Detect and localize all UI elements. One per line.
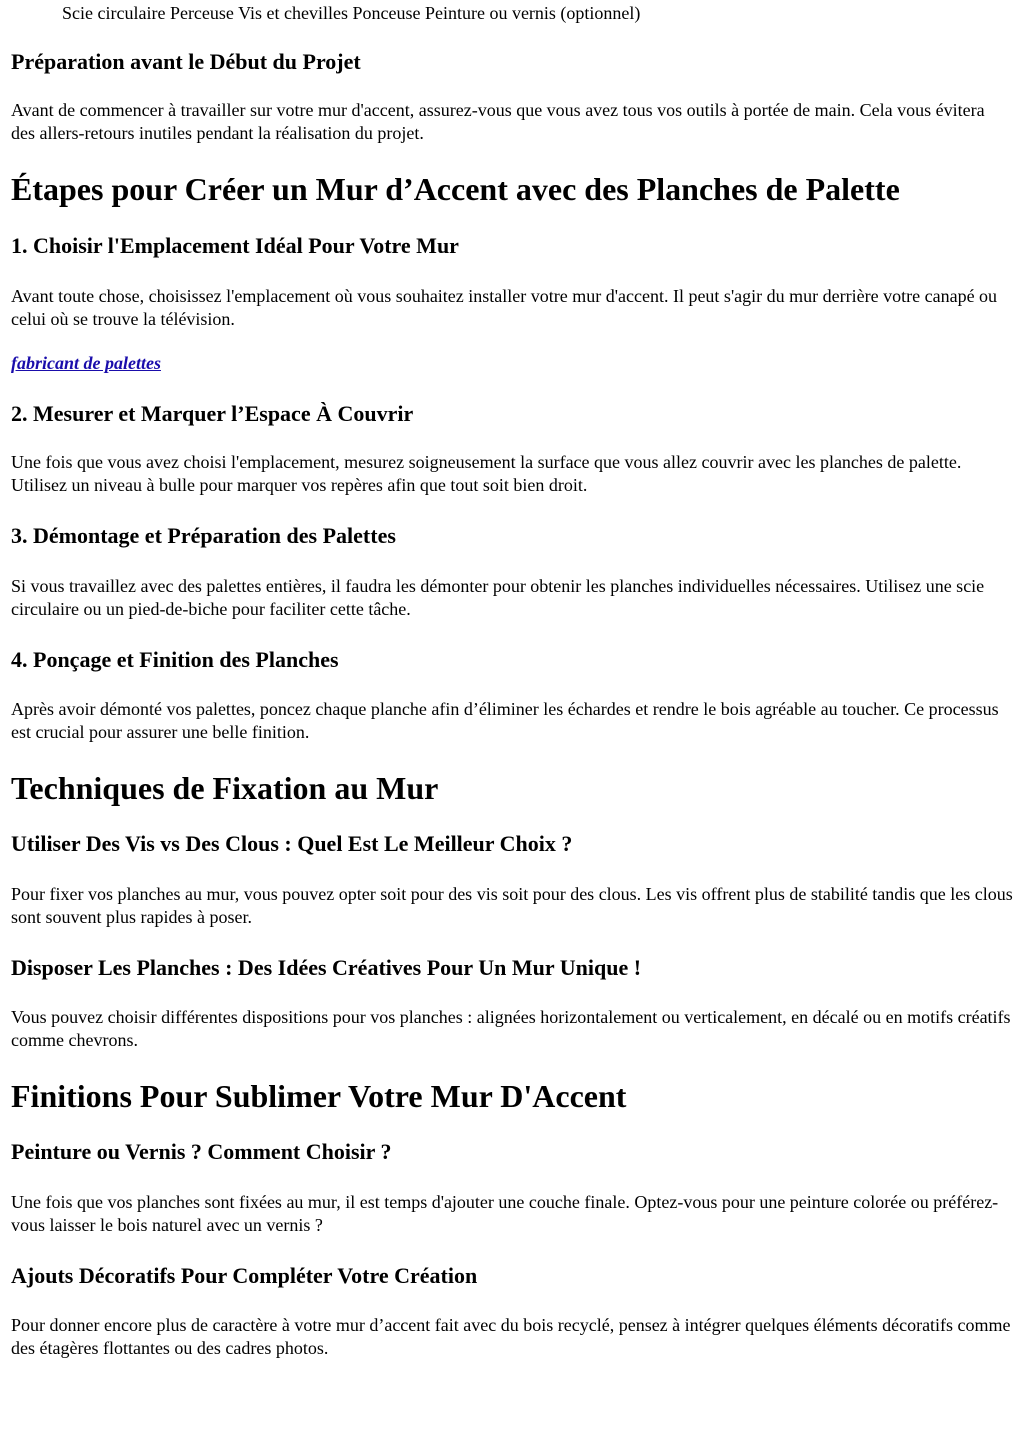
section-heading-preparation: Préparation avant le Début du Projet [11,49,361,74]
finitions-heading-2: Ajouts Décoratifs Pour Compléter Votre Création [11,1263,478,1288]
paragraph-preparation: Avant de commencer à travailler sur votre mur d'accent, assurez-vous que vous avez tous vos outils à portée de main. Cela vous évitera des allers-retours inutiles pendant la réalisation du projet. [11,100,985,143]
fixation-paragraph-2: Vous pouvez choisir différentes dispositions pour vos planches : alignées horizontalement ou verticalement, en décalé ou en motifs créatifs comme chevrons. [11,1007,1011,1050]
fixation-heading-2: Disposer Les Planches : Des Idées Créatives Pour Un Mur Unique ! [11,955,642,980]
tools-list: Scie circulaire Perceuse Vis et chevilles Ponceuse Peinture ou vernis (optionnel) [62,3,641,23]
fixation-heading-1: Utiliser Des Vis vs Des Clous : Quel Est Le Meilleur Choix ? [11,831,573,856]
step-heading-1: 1. Choisir l'Emplacement Idéal Pour Votre Mur [11,233,459,258]
step-paragraph-1: Avant toute chose, choisissez l'emplacement où vous souhaitez installer votre mur d'accent. Il peut s'agir du mur derrière votre canapé ou celui où se trouve la télévision. [11,286,998,329]
fixation-paragraph-1: Pour fixer vos planches au mur, vous pouvez opter soit pour des vis soit pour des clous. Les vis offrent plus de stabilité tandis que les clous sont souvent plus rapides à poser. [11,884,1013,927]
finitions-paragraph-2: Pour donner encore plus de caractère à votre mur d’accent fait avec du bois recyclé, pensez à intégrer quelques éléments décoratifs comme des étagères flottantes ou des cadres photos. [11,1315,1011,1358]
step-heading-3: 3. Démontage et Préparation des Palettes [11,523,396,548]
step-paragraph-2: Une fois que vous avez choisi l'emplacement, mesurez soigneusement la surface que vous allez couvrir avec les planches de palette. Utilisez un niveau à bulle pour marquer vos repères afin que tout soit bien droit. [11,452,962,495]
link-container [11,352,1013,375]
section-title-fixation: Techniques de Fixation au Mur [11,770,439,806]
section-title-finitions: Finitions Pour Sublimer Votre Mur D'Accent [11,1078,627,1114]
step-paragraph-4: Après avoir démonté vos palettes, poncez chaque planche afin d’éliminer les échardes et rendre le bois agréable au toucher. Ce processus est crucial pour assurer une belle finition. [11,699,999,742]
finitions-paragraph-1: Une fois que vos planches sont fixées au mur, il est temps d'ajouter une couche finale. Optez-vous pour une peinture colorée ou préférez-vous laisser le bois naturel avec un vernis ? [11,1192,999,1235]
section-title-steps: Étapes pour Créer un Mur d’Accent avec des Planches de Palette [11,171,900,207]
step-heading-2: 2. Mesurer et Marquer l’Espace À Couvrir [11,401,414,426]
step-heading-4: 4. Ponçage et Finition des Planches [11,647,339,672]
step-paragraph-3: Si vous travaillez avec des palettes entières, il faudra les démonter pour obtenir les planches individuelles nécessaires. Utilisez une scie circulaire ou un pied-de-biche pour faciliter cette tâche. [11,576,985,619]
finitions-heading-1: Peinture ou Vernis ? Comment Choisir ? [11,1139,392,1164]
fabricant-link[interactable]: fabricant de palettes [11,353,161,373]
